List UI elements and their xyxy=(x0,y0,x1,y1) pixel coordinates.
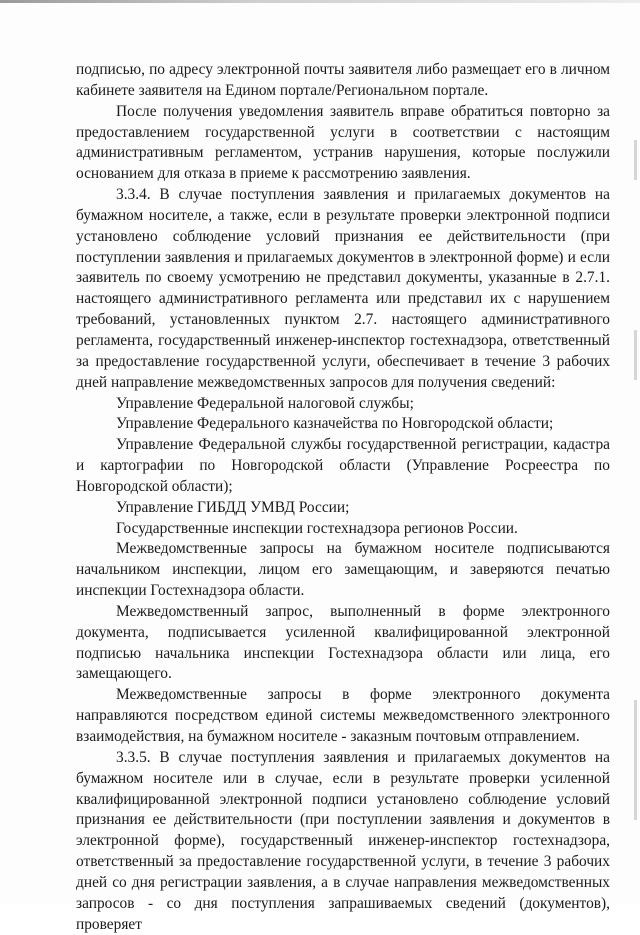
list-item: Управление Федерального казначейства по Новгородской области; xyxy=(116,415,554,433)
scan-artifact xyxy=(634,330,637,380)
paragraph-request-delivery: Межведомственные запросы в форме электронного документа направляются посредством единой системы межведомственного электронного взаимодействия, на бумажном носителе - заказным почтовым отправлением. xyxy=(76,686,610,745)
paragraph-paper-requests: Межведомственные запросы на бумажном носителе подписываются начальником инспекции, лицом его замещающим, и заверяются печатью инспекции Гостехнадзора области. xyxy=(76,540,610,600)
list-item: Управление Федеральной службы государственной регистрации, кадастра и картографии по Новгородской области (Управление Росреестра по Новгородской области); xyxy=(76,436,610,495)
list-item: Управление Федеральной налоговой службы; xyxy=(116,394,414,412)
paragraph-3-3-4: 3.3.4. В случае поступления заявления и прилагаемых документов на бумажном носителе, а также, если в результате проверки электронной подписи установлено соблюдение условий признания ее действительности (при поступлении заявления и прилагаемых документов в электронной форме) и если заявитель по своему усмотрению не представил документы, указанные в 2.7.1. настоящего административного регламента или представил их с нарушением требований, установленных пунктом 2.7. настоящего административного регламента, государственный инженер-инспектор гостехнадзора, ответственный за предоставление государственной услуги, обеспечивает в течение 3 рабочих дней направление межведомственных запросов для получения сведений: xyxy=(76,186,610,391)
paragraph-continuation: подписью, по адресу электронной почты заявителя либо размещает его в личном кабинете заявителя на Едином портале/Региональном портале. xyxy=(76,61,610,99)
document-body xyxy=(76,60,610,935)
scan-edge xyxy=(0,0,640,3)
paragraph-resubmission: После получения уведомления заявитель вправе обратиться повторно за предоставлением государственной услуги в соответствии с настоящим административным регламентом, устранив нарушения, которые послужили основанием для отказа в приеме к рассмотрению заявления. xyxy=(76,102,610,183)
scan-artifact xyxy=(634,700,637,820)
list-item: Государственные инспекции гостехнадзора регионов России. xyxy=(116,519,518,537)
list-item: Управление ГИБДД УМВД России; xyxy=(116,498,350,516)
paragraph-3-3-5: 3.3.5. В случае поступления заявления и прилагаемых документов на бумажном носителе или в случае, если в результате проверки усиленной квалифицированной электронной подписи установлено соблюдение условий признания ее действительности (при поступлении заявления и документов в электронной форме), государственный инженер-инспектор гостехнадзора, ответственный за предоставление государственной услуги, в течение 3 рабочих дней со дня регистрации заявления, а в случае направления межведомственных запросов - со дня поступления запрашиваемых сведений (документов), проверяет xyxy=(76,748,610,933)
paragraph-electronic-request: Межведомственный запрос, выполненный в форме электронного документа, подписывается усиленной квалифицированной электронной подписью начальника инспекции Гостехнадзора области или лица, его замещающего. xyxy=(76,602,610,683)
scan-artifact xyxy=(634,140,637,180)
